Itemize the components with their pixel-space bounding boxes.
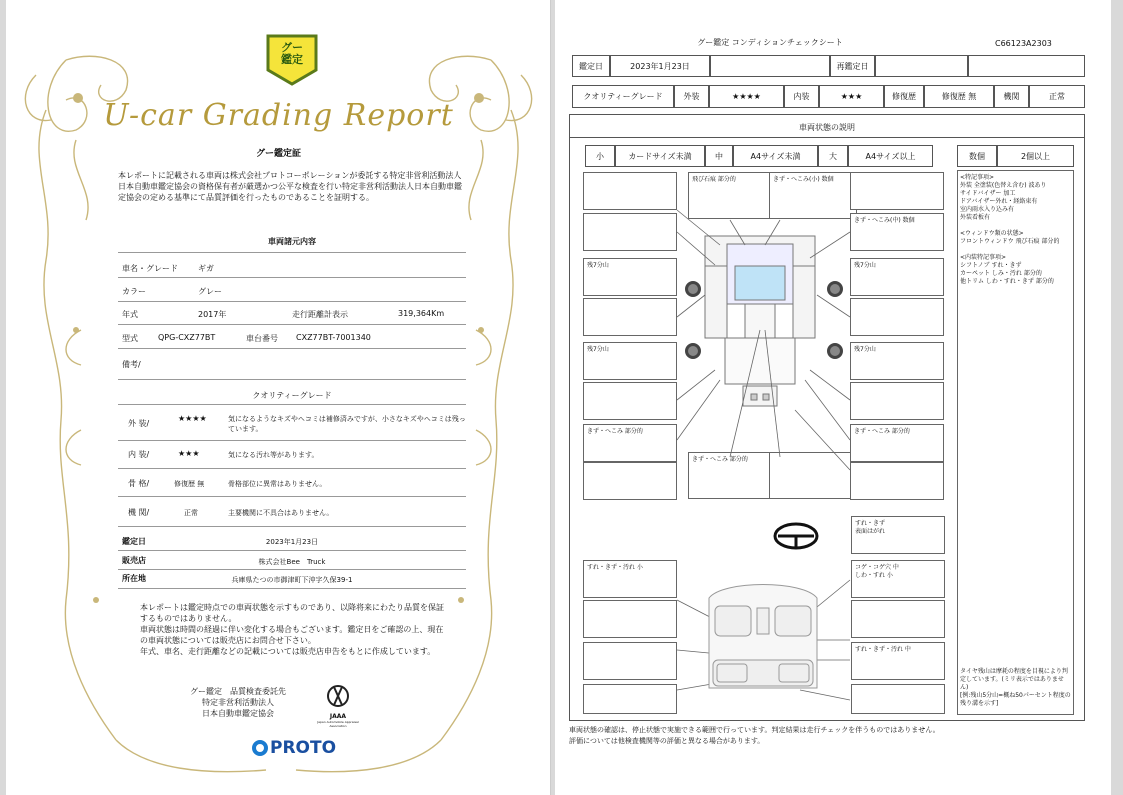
damage-label-text: コゲ・コゲ穴 中 しわ・すれ 小 xyxy=(855,564,899,579)
note-line: 外装 全塗装(色替え含む) 波あり xyxy=(960,182,1047,189)
ext-label: 外装 xyxy=(674,85,709,108)
repair-label: 修復歴 xyxy=(884,85,924,108)
interior-stars: ★★★ xyxy=(178,449,200,458)
engine-label: 機 関/ xyxy=(128,508,150,517)
note-line: シフトノブ すれ・きず xyxy=(960,262,1022,269)
divider xyxy=(118,496,466,497)
divider xyxy=(118,468,466,469)
intro-text: 本レポートに記載される車両は株式会社プロトコーポレーションが委託する特定非営利活動法人日本自動車鑑定協会の資格保有者が厳選かつ公平な検査を行い特定非営利活動法人日本自動車鑑定協会の定める基準にて品質評価を行ったものであることを証明する。 xyxy=(118,171,462,202)
chassis-label: 車台番号 xyxy=(246,334,278,343)
interior-desc: 気になる汚れ等があります。 xyxy=(228,451,319,459)
legend-count: 数個 xyxy=(957,145,997,167)
legend-large-desc: A4サイズ以上 xyxy=(848,145,933,167)
repair-value: 修復歴 無 xyxy=(924,85,994,108)
color-value: グレー xyxy=(198,287,222,296)
sheet-title: グー鑑定 コンディションチェックシート xyxy=(697,38,843,47)
divider xyxy=(118,277,466,278)
date-value: 2023年1月23日 xyxy=(610,55,710,77)
frame-label: 骨 格/ xyxy=(128,479,150,488)
damage-label-text: きず・へこみ(小) 数個 xyxy=(773,176,834,183)
damage-label-text: 残7分山 xyxy=(854,346,876,353)
footer-line2: 特定非営利活動法人 xyxy=(202,698,274,707)
jaaa-sub: Japan Automobile Appraisal Association xyxy=(317,720,359,728)
goo-logo-text: グー 鑑定 xyxy=(281,41,303,66)
damage-label-text: きず・へこみ 部分的 xyxy=(854,428,910,435)
note-line: 他トリム しわ・すれ・きず 部分的 xyxy=(960,278,1054,285)
chassis-value: CXZ77BT-7001340 xyxy=(296,333,371,342)
date-label: 鑑定日 xyxy=(122,537,146,546)
divider xyxy=(118,379,466,380)
damage-label-text: きず・へこみ 部分的 xyxy=(692,456,748,463)
ext-value: ★★★★ xyxy=(709,85,784,108)
grading-certificate xyxy=(6,0,551,795)
engine-label: 機関 xyxy=(994,85,1029,108)
damage-label-text: きず・へこみ(中) 数個 xyxy=(854,217,915,224)
condition-check-sheet xyxy=(555,0,1111,795)
year-value: 2017年 xyxy=(198,310,227,319)
legend-mid-desc: A4サイズ未満 xyxy=(733,145,818,167)
specs-heading: 車両諸元内容 xyxy=(268,237,316,246)
divider xyxy=(118,404,466,405)
damage-label-text: すれ・きず・汚れ 中 xyxy=(855,646,911,653)
note-line: フロントウィンドウ 飛び石痕 部分的 xyxy=(960,238,1060,245)
exterior-stars: ★★★★ xyxy=(178,414,207,423)
note-line: <ウィンドウ類の状態> xyxy=(960,230,1024,237)
divider xyxy=(118,301,466,302)
dealer-label: 販売店 xyxy=(122,556,146,565)
legend-large: 大 xyxy=(818,145,848,167)
engine-value: 正常 xyxy=(184,509,198,517)
report-title: U-car Grading Report xyxy=(103,98,454,133)
name-value: ギガ xyxy=(198,264,214,273)
damage-label-text: 飛び石痕 部分的 xyxy=(692,176,736,183)
divider xyxy=(118,440,466,441)
footer-org xyxy=(168,686,308,719)
note-line: 室内雨水入り込み有 xyxy=(960,206,1015,213)
damage-label-text: すれ・きず 表面はがれ xyxy=(855,520,886,535)
legend-mid: 中 xyxy=(705,145,733,167)
note-line: <特記事項> xyxy=(960,174,995,181)
sheet-footer: 車両状態の確認は、停止状態で実施できる範囲で行っています。判定結果は走行チェックを伴うものではありません。 評価については他検査機関等の評価と異なる場合があります。 xyxy=(569,726,940,745)
damage-label-text: 残7分山 xyxy=(587,262,609,269)
model-value: QPG-CXZ77BT xyxy=(158,333,216,342)
damage-label-text: すれ・きず・汚れ 小 xyxy=(587,564,643,571)
divider xyxy=(118,550,466,551)
tire-note: タイヤ残山は摩耗の程度を目視により判定しています。(ミリ表示ではありません) [例:残山5分山=概ね50パーセント程度の残り溝を示す] xyxy=(960,668,1071,707)
model-label: 型式 xyxy=(122,334,138,343)
divider xyxy=(118,324,466,325)
legend-small-desc: カードサイズ未満 xyxy=(615,145,705,167)
notice-text: 本レポートは鑑定時点での車両状態を示すものであり、以降将来にわたり品質を保証するものではありません。 車両状態は時間の経過に伴い変化する場合もございます。鑑定日をご確認の上、現在の車両状態については販売店にお問合せ下さい。 年式、車名、走行距離などの記載については販売店申告をもとに作成しています。 xyxy=(140,603,444,656)
reinspect-label: 再鑑定日 xyxy=(830,55,875,77)
footer-line3: 日本自動車鑑定協会 xyxy=(202,709,274,718)
jaaa-logo xyxy=(310,683,366,731)
sheet-code: C66123A2303 xyxy=(995,39,1052,48)
dealer-value: 株式会社Bee Truck xyxy=(258,558,326,566)
footer-line1: グー鑑定 品質検査委託先 xyxy=(190,687,286,696)
int-value: ★★★ xyxy=(819,85,884,108)
goo-kantei-logo xyxy=(262,32,322,86)
year-label: 年式 xyxy=(122,310,138,319)
note-line: サイドバイザー 加工 xyxy=(960,190,1016,197)
address-label: 所在地 xyxy=(122,574,146,583)
proto-text: PROTO xyxy=(270,738,337,758)
note-line: <内装特記事項> xyxy=(960,254,1007,261)
grade-heading: クオリティーグレード xyxy=(252,391,332,400)
color-label: カラー xyxy=(122,287,146,296)
proto-mark-icon xyxy=(252,740,268,756)
interior-label: 内 装/ xyxy=(128,450,150,459)
qg-label: クオリティーグレード xyxy=(572,85,674,108)
cabin-interior-diagram xyxy=(703,578,823,698)
date-value: 2023年1月23日 xyxy=(265,538,319,546)
divider xyxy=(118,569,466,570)
divider xyxy=(118,252,466,253)
divider xyxy=(118,588,466,589)
jaaa-emblem-icon xyxy=(327,683,349,709)
divider xyxy=(118,348,466,349)
mileage-label: 走行距離計表示 xyxy=(292,310,348,319)
note-line: 外装看板有 xyxy=(960,214,991,221)
leader-lines xyxy=(555,0,1111,795)
address-value: 兵庫県たつの市御津町下沖字久保39-1 xyxy=(231,576,353,584)
date-label: 鑑定日 xyxy=(572,55,610,77)
exterior-label: 外 装/ xyxy=(128,419,150,428)
mileage-value: 319,364Km xyxy=(398,309,445,318)
int-label: 内装 xyxy=(784,85,819,108)
damage-label-text: 残7分山 xyxy=(587,346,609,353)
jaaa-text: JAAA xyxy=(329,713,347,720)
divider xyxy=(118,526,466,527)
frame-value: 修復歴 無 xyxy=(174,480,205,488)
engine-desc: 主要機関に不具合はありません。 xyxy=(228,509,334,517)
legend-count-desc: 2個以上 xyxy=(997,145,1074,167)
status-heading: 車両状態の説明 xyxy=(799,123,855,132)
steering-wheel-icon xyxy=(772,521,820,551)
legend-small: 小 xyxy=(585,145,615,167)
frame-desc: 骨格部位に異常はありません。 xyxy=(228,480,327,488)
damage-label-text: きず・へこみ 部分的 xyxy=(587,428,643,435)
exterior-desc: 気になるようなキズやヘコミは補修済みですが、小さなキズやヘコミは残っています。 xyxy=(228,415,466,433)
remarks-label: 備考/ xyxy=(122,360,141,369)
note-line: カーペット しみ・汚れ 部分的 xyxy=(960,270,1042,277)
engine-value: 正常 xyxy=(1029,85,1085,108)
name-label: 車名・グレード xyxy=(122,264,178,273)
damage-label-text: 残7分山 xyxy=(854,262,876,269)
certificate-heading: グー鑑定証 xyxy=(255,149,301,159)
proto-logo xyxy=(252,737,336,759)
note-line: ドアバイザー外れ・経絡束有 xyxy=(960,198,1038,205)
